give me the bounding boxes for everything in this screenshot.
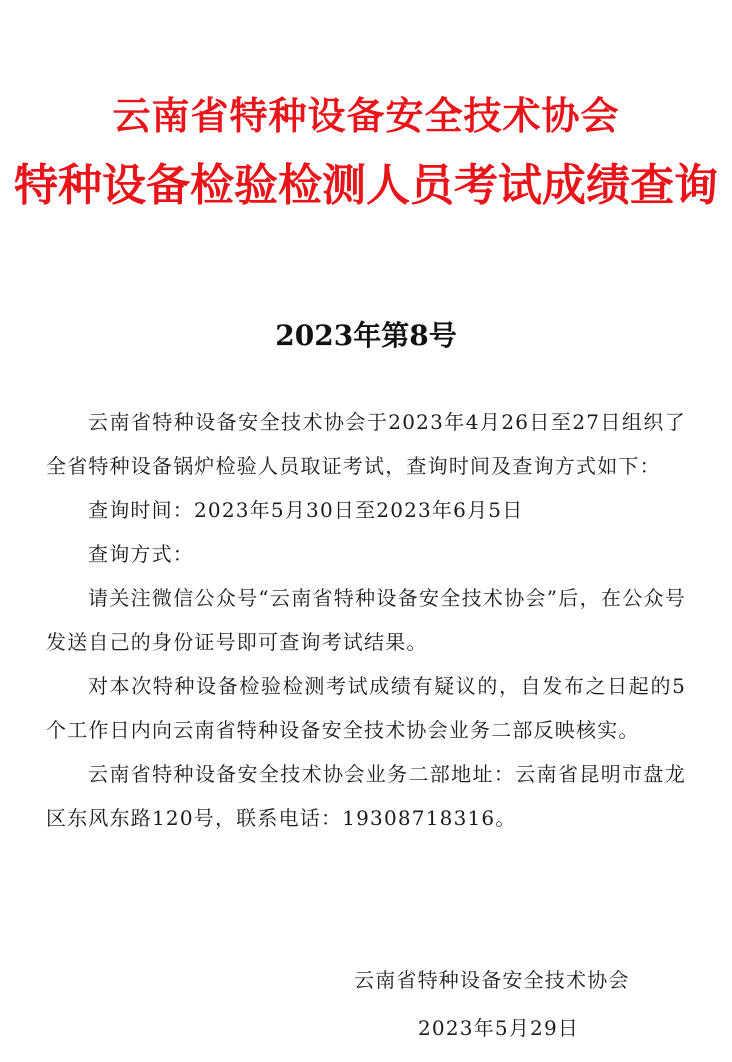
intro-paragraph: 云南省特种设备安全技术协会于2023年4月26日至27日组织了全省特种设备锅炉检验人员取证考试，查询时间及查询方式如下： bbox=[46, 410, 686, 478]
signature-organization: 云南省特种设备安全技术协会 bbox=[354, 968, 630, 992]
query-time-paragraph: 查询时间：2023年5月30日至2023年6月5日 bbox=[88, 498, 524, 522]
signature-date: 2023年5月29日 bbox=[418, 1016, 580, 1040]
document-number: 2023年第8号 bbox=[275, 319, 457, 352]
contact-paragraph: 云南省特种设备安全技术协会业务二部地址：云南省昆明市盘龙区东风东路120号，联系电话：19308718316。 bbox=[46, 762, 686, 830]
notice-title: 特种设备检验检测人员考试成绩查询 bbox=[14, 160, 718, 211]
objection-paragraph: 对本次特种设备检验检测考试成绩有疑议的，自发布之日起的5个工作日内向云南省特种设备安全技术协会业务二部反映核实。 bbox=[46, 674, 686, 742]
notice-body bbox=[46, 400, 686, 840]
query-method-paragraph: 请关注微信公众号“云南省特种设备安全技术协会”后，在公众号发送自己的身份证号即可查询考试结果。 bbox=[46, 586, 686, 654]
query-method-label: 查询方式： bbox=[88, 542, 194, 566]
organization-title: 云南省特种设备安全技术协会 bbox=[112, 93, 620, 138]
